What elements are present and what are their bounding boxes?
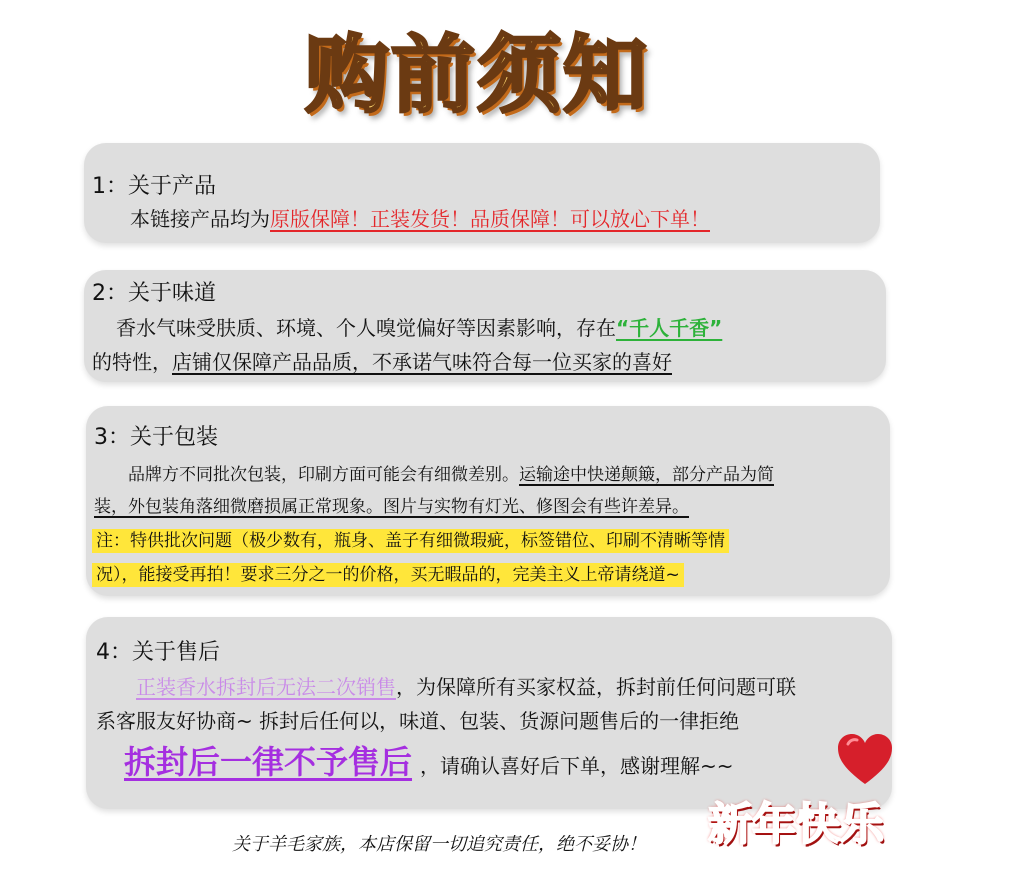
footer-notice: 关于羊毛家族，本店保留一切追究责任，绝不妥协！ — [232, 834, 646, 855]
heart-icon — [836, 732, 894, 786]
section-product-heading: 1：关于产品 — [92, 174, 216, 199]
section-scent-card — [84, 270, 886, 382]
section-product-prefix: 本链接产品均为 — [130, 207, 270, 231]
section-scent-line2-prefix: 的特性， — [92, 350, 172, 374]
section-aftersale-line2: 系客服友好协商~ 拆封后任何以，味道、包装、货源问题售后的一律拒绝 — [96, 709, 740, 733]
section-packaging-underline2: 装，外包装角落细微磨损属正常现象。图片与实物有灯光、修图会有些许差异。 — [94, 497, 689, 517]
section-aftersale-card — [86, 617, 892, 809]
section-packaging-card — [86, 406, 890, 596]
section-packaging-heading: 3：关于包装 — [94, 425, 218, 450]
section-scent-line1 — [116, 312, 722, 341]
section-product-guarantee: 原版保障！正装发货！品质保障！可以放心下单！ — [270, 207, 710, 231]
section-product-text — [130, 203, 710, 232]
section-scent-highlight: “千人千香” — [616, 316, 723, 340]
section-packaging-underline1: 运输途中快递颠簸，部分产品为简 — [519, 465, 774, 485]
section-aftersale-big: 拆封后一律不予售后 — [124, 743, 413, 781]
section-packaging-note-line2 — [92, 560, 684, 585]
section-scent-line2 — [92, 346, 672, 375]
section-aftersale-line1 — [136, 671, 796, 700]
section-scent-prefix: 香水气味受肤质、环境、个人嗅觉偏好等因素影响，存在 — [116, 316, 616, 340]
section-packaging-line2 — [94, 492, 689, 517]
section-aftersale-big-suffix: ，请确认喜好后下单，感谢理解~~ — [420, 754, 734, 778]
section-product-card — [84, 143, 880, 243]
section-aftersale-line3 — [124, 737, 734, 783]
section-packaging-note1: 注：特供批次问题（极少数有，瓶身、盖子有细微瑕疵，标签错位、印刷不清晰等情 — [92, 529, 729, 553]
section-packaging-note2: 况），能接受再拍！要求三分之一的价格，买无暇品的，完美主义上帝请绕道~ — [92, 563, 684, 587]
page-title: 购前须知 — [304, 26, 649, 124]
section-scent-disclaimer: 店铺仅保障产品品质，不承诺气味符合每一位买家的喜好 — [172, 350, 672, 374]
section-packaging-prefix: 品牌方不同批次包装，印刷方面可能会有细微差别。 — [128, 465, 519, 485]
new-year-badge: 新年快乐 — [708, 799, 884, 850]
section-aftersale-highlight: 正装香水拆封后无法二次销售 — [136, 675, 396, 699]
section-packaging-line1 — [128, 460, 774, 485]
section-aftersale-heading: 4：关于售后 — [96, 640, 220, 665]
section-aftersale-suffix: ，为保障所有买家权益，拆封前任何问题可联 — [396, 675, 796, 699]
section-scent-heading: 2：关于味道 — [92, 281, 216, 306]
section-packaging-note-line1 — [92, 526, 729, 551]
